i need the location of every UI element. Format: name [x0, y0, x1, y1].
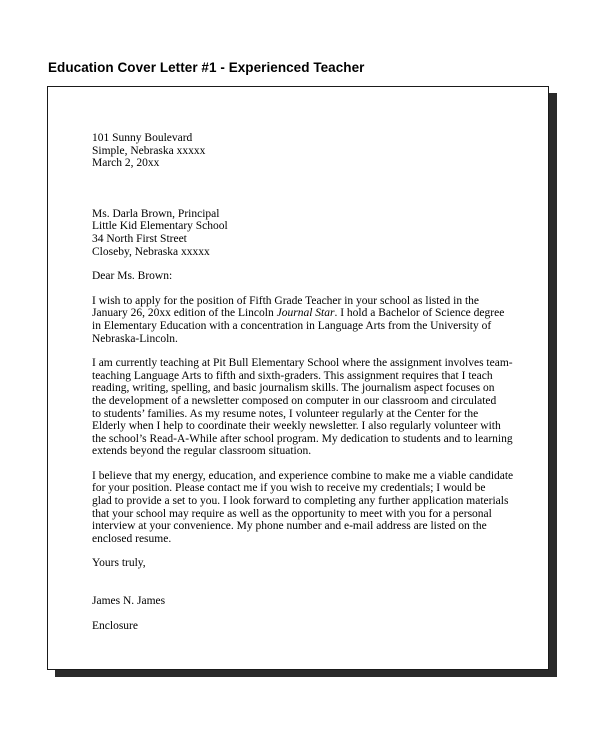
paragraph-line: enclosed resume.	[92, 532, 172, 545]
recipient-name: Ms. Darla Brown, Principal	[92, 207, 220, 220]
recipient-address	[92, 208, 512, 258]
paragraph-line: in Elementary Education with a concentration in Language Arts from the University of	[92, 319, 492, 332]
paragraph-line: I am currently teaching at Pit Bull Elementary School where the assignment involves team-	[92, 357, 513, 370]
paragraph-2	[92, 357, 512, 458]
text-run: . I hold a Bachelor of Science degree	[334, 307, 505, 320]
paragraph-line: reading, writing, spelling, and basic journalism skills. The journalism aspect focuses on	[92, 382, 495, 395]
paragraph-line: extends beyond the regular classroom situation.	[92, 445, 312, 458]
sender-street: 101 Sunny Boulevard	[92, 132, 193, 144]
paragraph-1	[92, 295, 512, 345]
sender-city: Simple, Nebraska xxxxx	[92, 144, 206, 157]
document-heading: Education Cover Letter #1 - Experienced Teacher	[48, 60, 365, 75]
paragraph-line: interview at your convenience. My phone number and e-mail address are listed on the	[92, 520, 487, 533]
recipient-city: Closeby, Nebraska xxxxx	[92, 245, 210, 258]
text-run: January 26, 20xx edition of the Lincoln	[92, 307, 277, 320]
letter-body	[92, 132, 512, 632]
enclosure-note: Enclosure	[92, 619, 138, 632]
sender-address	[92, 132, 512, 170]
paragraph-line: I believe that my energy, education, and experience combine to make me a viable candidate	[92, 469, 514, 482]
paragraph-line: the development of a newsletter composed on computer in our classroom and circulated	[92, 394, 497, 407]
paragraph-line: teaching Language Arts to fifth and sixth-graders. This assignment requires that I teach	[92, 369, 493, 382]
salutation: Dear Ms. Brown:	[92, 270, 173, 283]
letter-page	[47, 86, 549, 670]
paragraph-line: the school’s Read-A-While after school program. My dedication to students and to learning	[92, 432, 513, 445]
signature-name: James N. James	[92, 595, 166, 608]
paragraph-line: to students’ families. As my resume notes, I volunteer regularly at the Center for the	[92, 407, 479, 420]
recipient-street: 34 North First Street	[92, 232, 187, 245]
closing: Yours truly,	[92, 557, 146, 570]
paragraph-line: that your school may require as well as the opportunity to meet with you for a personal	[92, 507, 492, 520]
paragraph-line	[92, 307, 512, 320]
letter-date: March 2, 20xx	[92, 157, 160, 170]
paragraph-line: glad to provide a set to you. I look forward to completing any further application materials	[92, 495, 509, 508]
paragraph-line: Elderly when I help to coordinate their weekly newsletter. I also regularly volunteer with	[92, 420, 501, 433]
publication-name: Journal Star	[276, 307, 335, 320]
paragraph-line: Nebraska-Lincoln.	[92, 332, 178, 345]
paragraph-line: for your position. Please contact me if you wish to receive my credentials; I would be	[92, 482, 486, 495]
paragraph-line: I wish to apply for the position of Fifth Grade Teacher in your school as listed in the	[92, 294, 480, 307]
recipient-school: Little Kid Elementary School	[92, 220, 228, 233]
paragraph-3	[92, 470, 512, 546]
